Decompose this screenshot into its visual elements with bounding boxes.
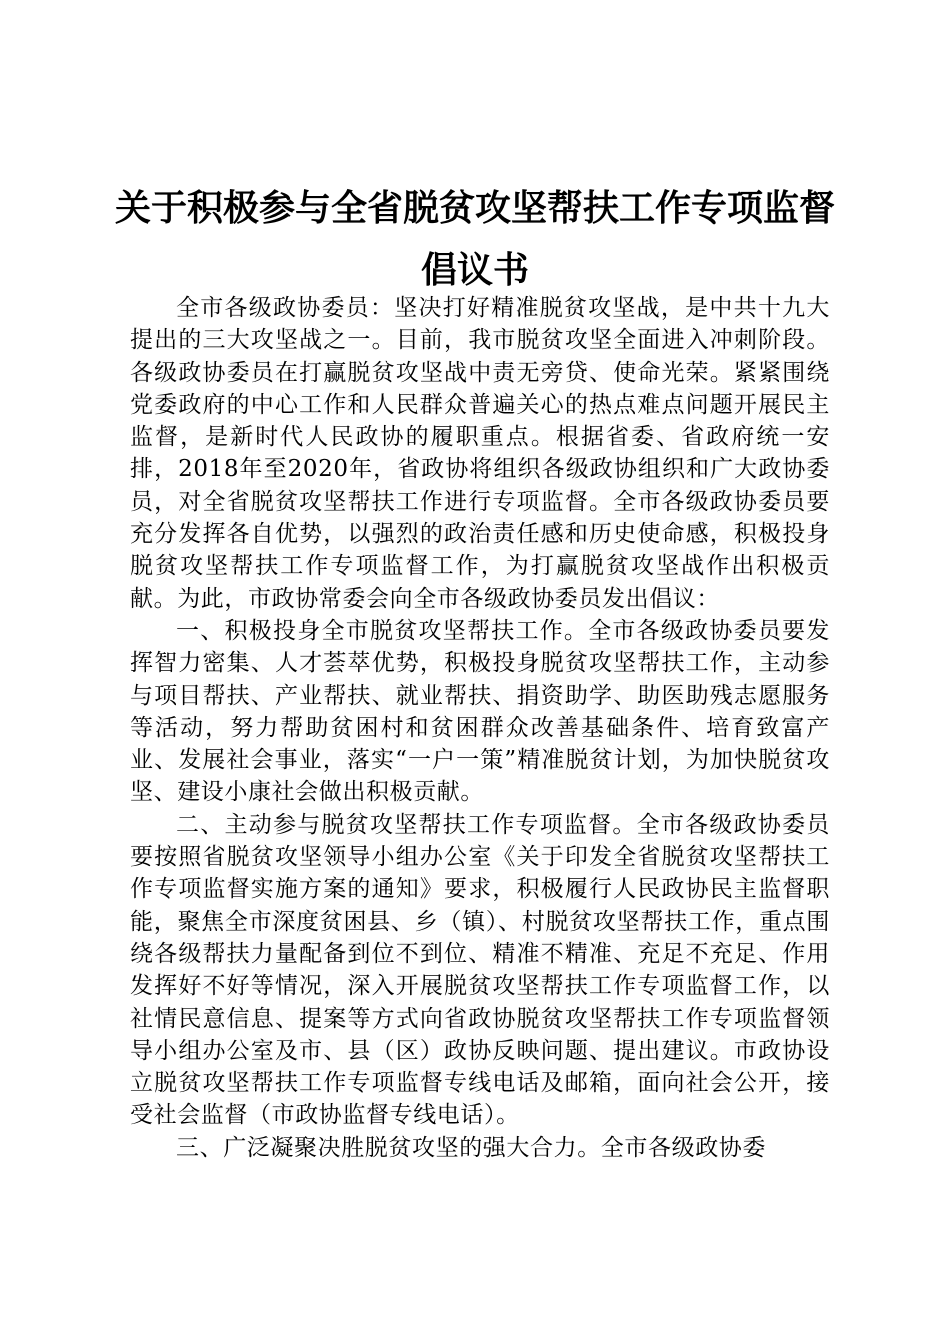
document-title-line1: 关于积极参与全省脱贫攻坚帮扶工作专项监督 bbox=[114, 187, 835, 229]
paragraph-item-2: 二、主动参与脱贫攻坚帮扶工作专项监督。全市各级政协委员要按照省脱贫攻坚领导小组办公室《关于印发全省脱贫攻坚帮扶工作专项监督实施方案的通知》要求，积极履行人民政协民主监督职能，聚焦全市深度贫困县、乡（镇）、村脱贫攻坚帮扶工作，重点围绕各级帮扶力量配备到位不到位、精准不精准、充足不充足、作用发挥好不好等情况，深入开展脱贫攻坚帮扶工作专项监督工作，以社情民意信息、提案等方式向省政协脱贫攻坚帮扶工作专项监督领导小组办公室及市、县（区）政协反映问题、提出建议。市政协设立脱贫攻坚帮扶工作专项监督专线电话及邮箱，面向社会公开，接受社会监督（市政协监督专线电话）。 bbox=[130, 811, 830, 1129]
paragraph-item-1: 一、积极投身全市脱贫攻坚帮扶工作。全市各级政协委员要发挥智力密集、人才荟萃优势，积极投身脱贫攻坚帮扶工作，主动参与项目帮扶、产业帮扶、就业帮扶、捐资助学、助医助残志愿服务等活动，努力帮助贫困村和贫困群众改善基础条件、培育致富产业、发展社会事业，落实“一户一策”精准脱贫计划，为加快脱贫攻坚、建设小康社会做出积极贡献。 bbox=[130, 617, 830, 806]
paragraph-intro: 全市各级政协委员：坚决打好精准脱贫攻坚战，是中共十九大提出的三大攻坚战之一。目前，我市脱贫攻坚全面进入冲刺阶段。各级政协委员在打赢脱贫攻坚战中责无旁贷、使命光荣。紧紧围绕党委政府的中心工作和人民群众普遍关心的热点难点问题开展民主监督，是新时代人民政协的履职重点。根据省委、省政府统一安排，2018年至2020年，省政协将组织各级政协组织和广大政协委员，对全省脱贫攻坚帮扶工作进行专项监督。全市各级政协委员要充分发挥各自优势，以强烈的政治责任感和历史使命感，积极投身脱贫攻坚帮扶工作专项监督工作，为打赢脱贫攻坚战作出积极贡献。为此，市政协常委会向全市各级政协委员发出倡议： bbox=[130, 295, 830, 612]
document-title-line2: 倡议书 bbox=[420, 249, 529, 291]
paragraph-item-3: 三、广泛凝聚决胜脱贫攻坚的强大合力。全市各级政协委 bbox=[176, 1134, 766, 1161]
document-body bbox=[130, 292, 830, 1164]
